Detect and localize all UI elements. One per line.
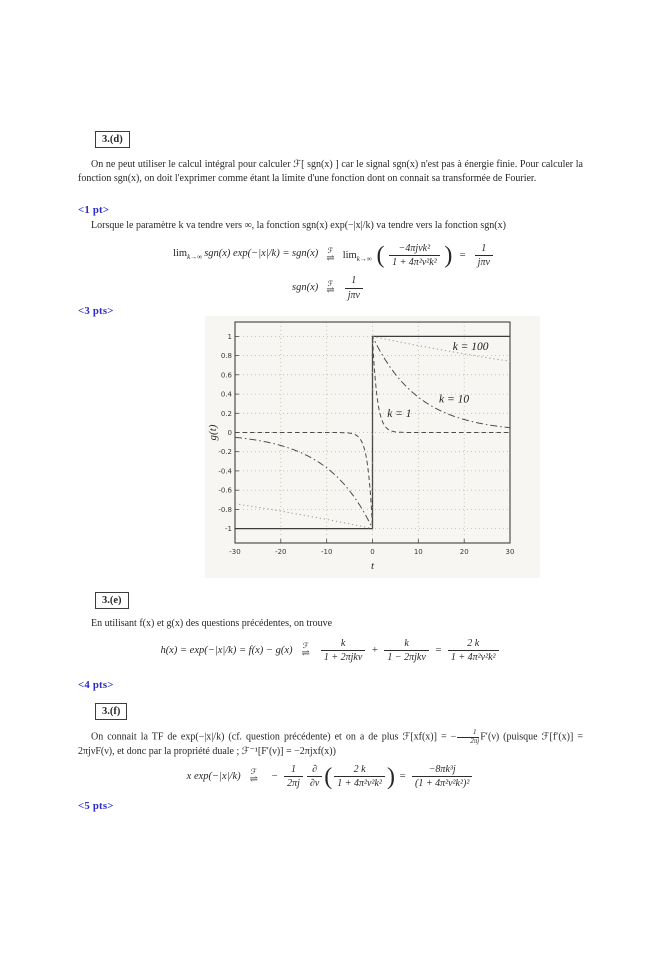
paragraph-3f-intro bbox=[78, 729, 583, 759]
y-axis-label: g(t) bbox=[207, 424, 219, 441]
fraction bbox=[448, 638, 499, 663]
points-marker-1pt: <1 pt> bbox=[78, 204, 110, 216]
equation-3f: x exp(−|x|/k) ℱ ⇌ − $\frac{1}{2\pi j}$ $\frac{\partial}{\partial\nu}$ ( $\frac{2 k}{\text{1 + 4π²ν²k²}}$ ) = $\frac{\text{−8πk³j}}{\text{(1 + 4π²ν²k²)²}}$ bbox=[78, 764, 583, 789]
fraction bbox=[384, 638, 428, 663]
fraction-numerator: 1 bbox=[473, 728, 477, 736]
tick-label-y: -0.2 bbox=[218, 448, 232, 457]
tick-label-y: 0.2 bbox=[220, 409, 232, 418]
minus-sign: − bbox=[271, 770, 279, 782]
section-heading-3e bbox=[95, 592, 129, 609]
lim-subscript: k→∞ bbox=[356, 255, 372, 264]
paragraph-3f-part1: On connait la TF de exp(−|x|/k) (cf. question précédente) et on a de plus ℱ[xf(x)] = − bbox=[91, 731, 457, 743]
fraction bbox=[284, 764, 303, 789]
fraction-denominator: 1 + 4π²ν²k² bbox=[448, 650, 499, 663]
fraction bbox=[334, 764, 385, 789]
fraction bbox=[389, 243, 440, 268]
figure-sgn-approximations bbox=[205, 316, 540, 578]
x-axis-label: t bbox=[370, 560, 375, 572]
script-f-symbol: ℱ bbox=[250, 767, 257, 777]
eq4-lhs: x exp(−|x|/k) bbox=[186, 770, 241, 782]
equals-sign: = bbox=[398, 770, 407, 782]
harpoons-symbol: ⇌ bbox=[326, 285, 335, 297]
fraction-numerator: ∂ bbox=[312, 764, 318, 775]
fraction-denominator: 1 + 4π²ν²k² bbox=[389, 255, 440, 268]
partial-derivative bbox=[307, 764, 322, 789]
curve-label-k1: k = 1 bbox=[387, 408, 412, 421]
harpoons-symbol: ⇌ bbox=[326, 252, 335, 264]
paragraph-3e-intro: En utilisant f(x) et g(x) des questions précédentes, on trouve bbox=[91, 618, 333, 629]
eq1-relation bbox=[318, 247, 342, 264]
fraction-numerator: 1 bbox=[481, 243, 487, 254]
fraction-denominator: 1 + 4π²ν²k² bbox=[334, 776, 385, 789]
tick-label-y: 0.6 bbox=[220, 371, 232, 380]
tick-label-x: 10 bbox=[413, 548, 423, 556]
chart-canvas bbox=[205, 316, 540, 578]
eq1-lhs-expression: sgn(x) exp(−|x|/k) = sgn(x) bbox=[204, 247, 319, 259]
curve-label-k10: k = 10 bbox=[439, 393, 470, 406]
fraction-denominator: 1 − 2πjkν bbox=[384, 650, 428, 663]
fourier-transform-relation bbox=[301, 642, 309, 659]
paragraph-3d-limit: Lorsque le paramètre k va tendre vers ∞, la fonction sgn(x) exp(−|x|/k) va tendre vers la fonction sgn(x) bbox=[91, 220, 506, 231]
paragraph-3f-part2: F′(ν) (puisque ℱ[f′(x)] = 2πjνF(ν), et donc par la propriété duale ; ℱ⁻¹[F′(ν)] = −2πjxf(x)) bbox=[78, 731, 583, 758]
script-f-symbol: ℱ bbox=[302, 641, 309, 651]
eq1-lhs bbox=[173, 247, 318, 265]
equation-array-3d bbox=[78, 243, 583, 301]
fraction-numerator: 2 k bbox=[353, 764, 366, 775]
tick-label-y: -1 bbox=[225, 525, 232, 534]
tick-label-x: 0 bbox=[370, 548, 375, 556]
tick-label-x: -10 bbox=[320, 548, 333, 556]
section-heading-3e-label: 3.(e) bbox=[102, 595, 122, 606]
fourier-transform-relation bbox=[250, 768, 258, 785]
points-marker-5pts: <5 pts> bbox=[78, 800, 114, 812]
fraction-denominator: 1 + 2πjkν bbox=[321, 650, 365, 663]
section-heading-3f bbox=[95, 703, 127, 720]
harpoons-symbol: ⇌ bbox=[301, 647, 310, 659]
close-paren: ) bbox=[444, 242, 453, 269]
fraction-numerator: −4πjνk² bbox=[398, 243, 431, 254]
script-f-symbol: ℱ bbox=[327, 278, 334, 288]
inline-fraction bbox=[457, 729, 479, 745]
section-heading-3d bbox=[95, 131, 130, 148]
tick-label-y: -0.4 bbox=[218, 467, 232, 476]
section-heading-3d-label: 3.(d) bbox=[102, 134, 123, 145]
fraction-numerator: k bbox=[404, 638, 409, 649]
tick-label-y: 0.4 bbox=[220, 390, 232, 399]
fraction bbox=[321, 638, 365, 663]
fraction-denominator: (1 + 4π²ν²k²)² bbox=[412, 776, 472, 789]
tick-label-y: 0 bbox=[227, 429, 232, 437]
equals-sign: = bbox=[434, 644, 442, 656]
lim-operator: lim bbox=[342, 250, 357, 262]
eq2-lhs: sgn(x) bbox=[292, 282, 319, 294]
tick-label-x: 30 bbox=[505, 548, 515, 556]
tick-label-x: 20 bbox=[459, 548, 469, 556]
tick-label-x: -30 bbox=[229, 548, 241, 556]
points-marker-4pts: <4 pts> bbox=[78, 679, 114, 691]
fraction-denominator: jπν bbox=[345, 288, 363, 301]
tick-label-y: -0.8 bbox=[218, 505, 232, 514]
section-heading-3f-label: 3.(f) bbox=[102, 706, 121, 717]
plus-sign: + bbox=[371, 644, 379, 656]
fraction bbox=[475, 243, 493, 268]
eq1-rhs bbox=[343, 243, 495, 268]
fraction-denominator: ∂ν bbox=[307, 776, 322, 789]
fraction-numerator: −8πk³j bbox=[428, 764, 456, 775]
tick-label-x: -20 bbox=[275, 548, 287, 556]
lim-operator: lim bbox=[173, 247, 188, 259]
script-f-symbol: ℱ bbox=[327, 246, 334, 256]
fourier-transform-relation bbox=[326, 247, 334, 264]
fraction-denominator: jπν bbox=[475, 255, 493, 268]
fraction-numerator: 1 bbox=[291, 764, 296, 775]
eq2-relation bbox=[318, 280, 342, 297]
open-paren: ( bbox=[376, 242, 385, 269]
fraction bbox=[345, 275, 363, 300]
points-marker-3pts: <3 pts> bbox=[78, 305, 114, 317]
eq2-rhs bbox=[343, 275, 365, 300]
fourier-transform-relation bbox=[326, 280, 334, 297]
harpoons-symbol: ⇌ bbox=[249, 773, 259, 785]
tick-label-y: 1 bbox=[227, 332, 232, 341]
fraction-numerator: 1 bbox=[351, 275, 357, 287]
paragraph-3d-intro: On ne peut utiliser le calcul intégral pour calculer ℱ[ sgn(x) ] car le signal sgn(x) n'est pas à énergie finie. Pour calculer la fonction sgn(x), on doit l'exprimer comme étant la limite d'une fonction dont on connait sa transformée de Fourier. bbox=[78, 159, 583, 184]
fraction bbox=[412, 764, 472, 789]
tick-label-y: 0.8 bbox=[220, 352, 232, 361]
equation-3e bbox=[78, 638, 583, 663]
tick-label-y: -0.6 bbox=[218, 486, 232, 495]
eq3-lhs: h(x) = exp(−|x|/k) = f(x) − g(x) bbox=[160, 644, 293, 656]
fraction-denominator: 2πj bbox=[284, 776, 303, 789]
fraction-denominator: 2πj bbox=[457, 737, 479, 746]
fraction-numerator: k bbox=[340, 638, 346, 649]
curve-label-k100: k = 100 bbox=[452, 340, 489, 353]
fraction-numerator: 2 k bbox=[467, 638, 480, 649]
equals-sign: = bbox=[458, 250, 467, 262]
lim-subscript: k→∞ bbox=[187, 252, 203, 261]
